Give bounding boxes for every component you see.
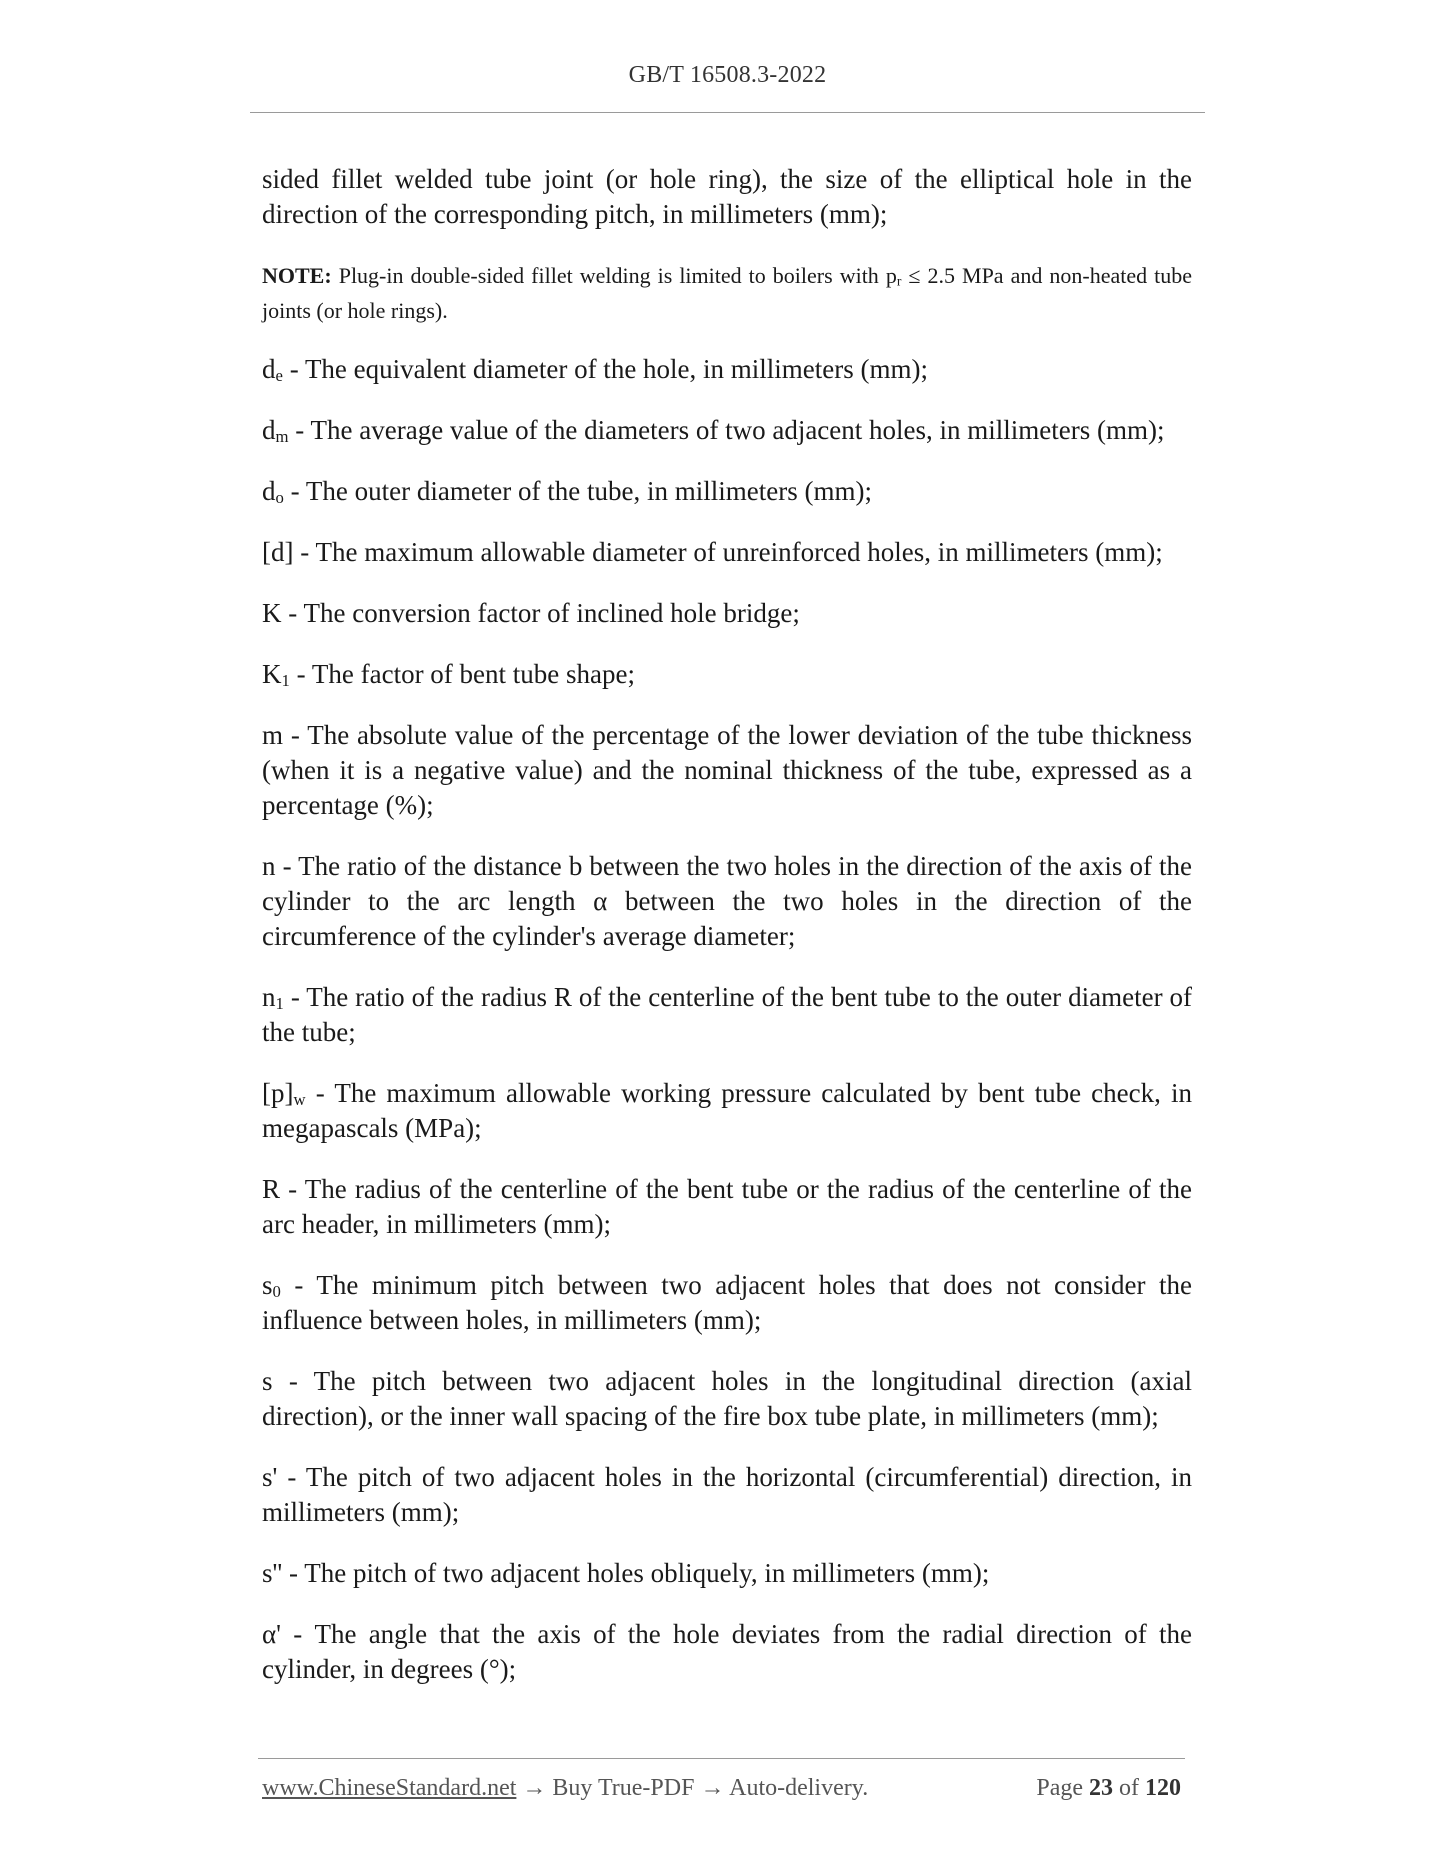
footer-divider [258, 1758, 1185, 1759]
definition-dm [262, 413, 1192, 448]
definition-n1 [262, 980, 1192, 1050]
definition-subscript: 0 [272, 1282, 281, 1301]
header-divider [250, 112, 1205, 113]
note-subscript: r [896, 273, 902, 289]
definition-symbol: d [262, 476, 276, 506]
definition-k [262, 596, 1192, 631]
definition-text: - The ratio of the distance b between the two holes in the direction of the axis of the cylinder to the arc length α between the two holes in the direction of the circumference of the cylinder's average diameter; [262, 851, 1192, 951]
definition-s0 [262, 1268, 1192, 1338]
definition-text: - The pitch of two adjacent holes obliquely, in millimeters (mm); [282, 1558, 990, 1588]
definition-subscript: e [275, 366, 283, 385]
definition-text: - The ratio of the radius R of the centerline of the bent tube to the outer diameter of the tube; [262, 982, 1192, 1047]
of-label: of [1119, 1775, 1139, 1801]
definition-m [262, 718, 1192, 823]
definition-text: - The angle that the axis of the hole deviates from the radial direction of the cylinder, in degrees (°); [262, 1619, 1192, 1684]
continued-definition: sided fillet welded tube joint (or hole ring), the size of the elliptical hole in the direction of the corresponding pitch, in millimeters (mm); [262, 164, 1192, 229]
definition-do [262, 474, 1192, 509]
definition-symbol: [d] [262, 537, 294, 567]
definition-text: - The radius of the centerline of the bent tube or the radius of the centerline of the arc header, in millimeters (mm); [262, 1174, 1192, 1239]
page-label: Page [1036, 1775, 1083, 1801]
note-paragraph [262, 258, 1192, 328]
definition-text: - The maximum allowable diameter of unreinforced holes, in millimeters (mm); [293, 537, 1163, 567]
definition-s [262, 1364, 1192, 1434]
definition-d-max [262, 535, 1192, 570]
definition-text: - The outer diameter of the tube, in millimeters (mm); [283, 476, 872, 506]
footer-promo [262, 1775, 868, 1802]
definition-symbol: s' [262, 1462, 278, 1492]
definition-text: - The pitch of two adjacent holes in the horizontal (circumferential) direction, in millimeters (mm); [262, 1462, 1192, 1527]
footer-promo-text: → Buy True-PDF → Auto-delivery. [516, 1775, 869, 1801]
definition-text: - The minimum pitch between two adjacent holes that does not consider the influence between holes, in millimeters (mm); [262, 1270, 1192, 1335]
definition-symbol: s [262, 1366, 273, 1396]
definition-alpha-prime [262, 1617, 1192, 1687]
definition-symbol: R [262, 1174, 281, 1204]
document-body [262, 162, 1192, 1713]
definition-symbol: n [262, 982, 276, 1012]
definition-symbol: K [262, 598, 282, 628]
definition-pw [262, 1076, 1192, 1146]
definition-symbol: K [262, 659, 282, 689]
definition-symbol: α' [262, 1619, 282, 1649]
note-text-after: ≤ 2.5 MPa and non-heated tube joints (or hole rings). [262, 263, 1192, 323]
page-number: 23 [1089, 1775, 1113, 1801]
definition-symbol: s [262, 1270, 273, 1300]
definition-s-prime [262, 1460, 1192, 1530]
definition-s-double-prime [262, 1556, 1192, 1591]
definition-symbol: d [262, 354, 276, 384]
definition-symbol: n [262, 851, 276, 881]
definition-subscript: w [293, 1090, 306, 1109]
page-indicator [1036, 1775, 1181, 1802]
definition-text: - The maximum allowable working pressure calculated by bent tube check, in megapascals (MPa); [262, 1078, 1192, 1143]
definition-symbol: d [262, 415, 276, 445]
total-pages: 120 [1145, 1775, 1181, 1801]
note-label: NOTE: [262, 263, 332, 288]
definition-symbol: m [262, 720, 284, 750]
definition-text: - The conversion factor of inclined hole bridge; [281, 598, 800, 628]
definition-subscript: 1 [281, 671, 290, 690]
definition-text: - The equivalent diameter of the hole, in millimeters (mm); [282, 354, 928, 384]
website-link[interactable]: www.ChineseStandard.net [262, 1775, 517, 1801]
definition-n [262, 849, 1192, 954]
definition-r [262, 1172, 1192, 1242]
definition-subscript: o [275, 488, 284, 507]
definition-text: - The absolute value of the percentage of the lower deviation of the tube thickness (when it is a negative value) and the nominal thickness of the tube, expressed as a percentage (%); [262, 720, 1192, 820]
page-header: GB/T 16508.3-2022 [628, 62, 827, 88]
definition-symbol: s'' [262, 1558, 283, 1588]
definition-symbol: [p] [262, 1078, 294, 1108]
definition-text: - The pitch between two adjacent holes in the longitudinal direction (axial direction), or the inner wall spacing of the fire box tube plate, in millimeters (mm); [262, 1366, 1192, 1431]
definition-k1 [262, 657, 1192, 692]
definition-text: - The factor of bent tube shape; [289, 659, 635, 689]
definition-de [262, 352, 1192, 387]
definition-text: - The average value of the diameters of two adjacent holes, in millimeters (mm); [288, 415, 1165, 445]
definition-subscript: 1 [275, 994, 284, 1013]
note-text-before: Plug-in double-sided fillet welding is limited to boilers with p [331, 263, 897, 288]
definition-subscript: m [275, 427, 289, 446]
